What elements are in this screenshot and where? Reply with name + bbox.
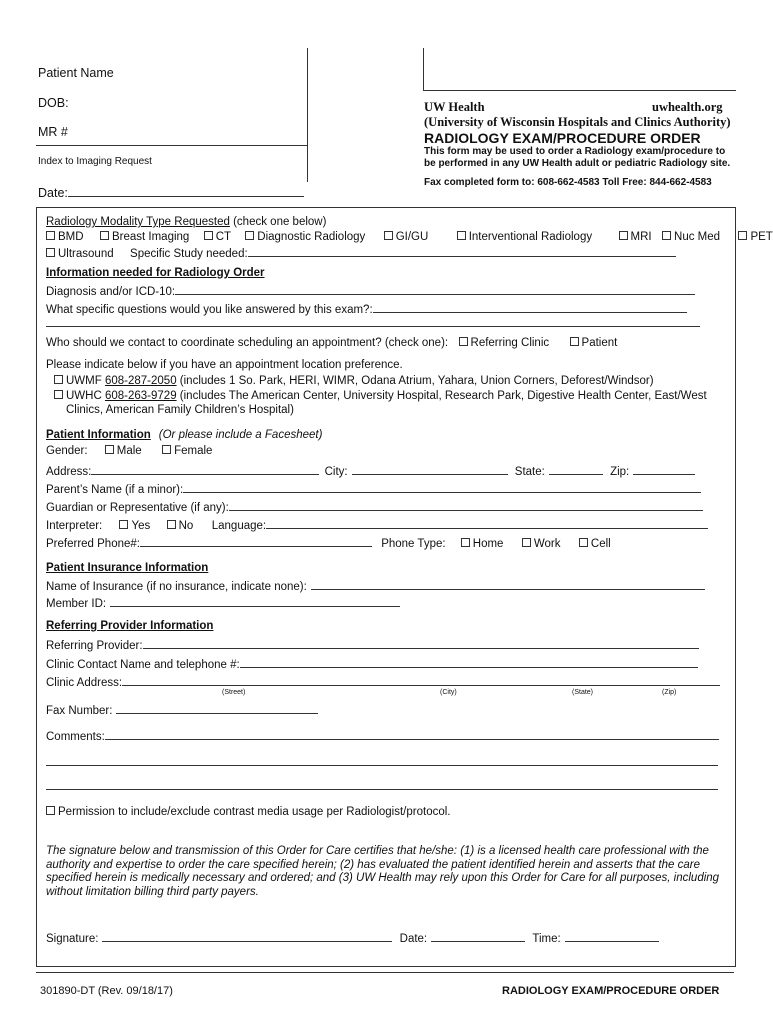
header-right-box: [423, 48, 736, 91]
modality-heading: Radiology Modality Type Requested (check one below): [46, 216, 327, 228]
clinic-address-row: Clinic Address:: [46, 674, 720, 689]
comments-line-3[interactable]: [46, 789, 718, 790]
checkbox-icon: [46, 806, 55, 815]
address-city-caption: (City): [440, 689, 457, 696]
preferred-phone-field[interactable]: [140, 535, 372, 547]
contact-referring-clinic[interactable]: Referring Clinic: [459, 337, 550, 349]
questions-row: What specific questions would you like answered by this exam?:: [46, 301, 687, 316]
comments-row: Comments:: [46, 728, 719, 743]
checkbox-icon: [162, 445, 171, 454]
uwhc-option[interactable]: UWHC 608-263-9729 (includes The American Center, University Hospital, Research Park, Digestive Health Center, East/West: [54, 390, 707, 402]
mr-divider: [36, 145, 307, 146]
modality-pet[interactable]: PET: [738, 231, 772, 243]
modality-ultrasound[interactable]: Ultrasound: [46, 248, 114, 260]
diagnosis-row: Diagnosis and/or ICD-10:: [46, 283, 695, 298]
form-note-1: This form may be used to order a Radiology exam/procedure to: [424, 146, 726, 157]
phone-type-home[interactable]: Home: [461, 538, 504, 550]
modality-diagnostic-radiology[interactable]: Diagnostic Radiology: [245, 231, 365, 243]
state-field[interactable]: [549, 463, 603, 475]
org-website[interactable]: uwhealth.org: [652, 100, 723, 114]
zip-field[interactable]: [633, 463, 695, 475]
checkbox-icon: [384, 231, 393, 240]
address-zip-caption: (Zip): [662, 689, 677, 696]
comments-field[interactable]: [105, 728, 719, 740]
checkbox-icon: [461, 538, 470, 547]
specific-study-field[interactable]: [248, 245, 676, 257]
checkbox-icon: [204, 231, 213, 240]
checkbox-icon: [119, 520, 128, 529]
interpreter-row: Interpreter: Yes No Language:: [46, 517, 708, 532]
signature-statement: The signature below and transmission of this Order for Care certifies that he/she: (1) is a licensed health care professional with the authority and expertise to order the care specified herein; (2) has evaluated the patient identified herein and asserts that the care specified herein is medically necessary and ordered; and (3) UW Health may rely upon this Order for Care for all purposes, including without limitation billing third party payers.: [46, 845, 720, 898]
guardian-row: Guardian or Representative (if any):: [46, 499, 703, 514]
checkbox-icon: [459, 337, 468, 346]
signature-field[interactable]: [102, 930, 392, 942]
org-name: UW Health: [424, 100, 485, 114]
modality-row-2: Ultrasound Specific Study needed:: [46, 245, 676, 260]
checkbox-icon: [619, 231, 628, 240]
form-note-2: be performed in any UW Health adult or pediatric Radiology site.: [424, 158, 731, 169]
checkbox-icon: [54, 375, 63, 384]
contrast-permission[interactable]: Permission to include/exclude contrast media usage per Radiologist/protocol.: [46, 806, 451, 818]
modality-nuc-med[interactable]: Nuc Med: [662, 231, 720, 243]
guardian-field[interactable]: [229, 499, 703, 511]
checkbox-icon: [100, 231, 109, 240]
city-field[interactable]: [352, 463, 508, 475]
signature-date-field[interactable]: [431, 930, 525, 942]
insurance-name-row: Name of Insurance (if no insurance, indicate none):: [46, 578, 705, 593]
questions-field[interactable]: [373, 301, 687, 313]
fax-instruction: Fax completed form to: 608-662-4583 Toll Free: 844-662-4583: [424, 177, 712, 188]
address-row: Address: City: State: Zip:: [46, 463, 695, 478]
checkbox-icon: [167, 520, 176, 529]
comments-line-2[interactable]: [46, 765, 718, 766]
checkbox-icon: [46, 248, 55, 257]
address-field[interactable]: [91, 463, 319, 475]
clinic-contact-field[interactable]: [240, 656, 698, 668]
mr-label: MR #: [38, 125, 68, 139]
fax-number-row: Fax Number:: [46, 702, 318, 717]
parent-field[interactable]: [183, 481, 701, 493]
phone-type-cell[interactable]: Cell: [579, 538, 611, 550]
checkbox-icon: [662, 231, 671, 240]
referring-provider-row: Referring Provider:: [46, 637, 699, 652]
fax-number-field[interactable]: [116, 702, 318, 714]
footer-title: RADIOLOGY EXAM/PROCEDURE ORDER: [502, 985, 720, 997]
checkbox-icon: [46, 231, 55, 240]
phone-row: Preferred Phone#: Phone Type: Home Work Cell: [46, 535, 611, 550]
diagnosis-field[interactable]: [175, 283, 695, 295]
dob-label: DOB:: [38, 96, 69, 110]
gender-female[interactable]: Female: [162, 445, 212, 457]
contact-row: Who should we contact to coordinate scheduling an appointment? (check one): Referring Clinic Patient: [46, 337, 618, 349]
uwhc-desc-cont: Clinics, American Family Children’s Hospital): [66, 404, 294, 416]
patient-name-label: Patient Name: [38, 66, 114, 80]
checkbox-icon: [457, 231, 466, 240]
language-field[interactable]: [266, 517, 708, 529]
gender-row: Gender: Male Female: [46, 445, 213, 457]
org-full-name: (University of Wisconsin Hospitals and Clinics Authority): [424, 115, 731, 129]
signature-row: Signature: Date: Time:: [46, 930, 659, 945]
questions-extra-line[interactable]: [46, 326, 700, 327]
modality-mri[interactable]: MRI: [619, 231, 652, 243]
index-label: Index to Imaging Request: [38, 156, 152, 167]
checkbox-icon: [579, 538, 588, 547]
modality-ct[interactable]: CT: [204, 231, 231, 243]
insurance-heading: Patient Insurance Information: [46, 562, 209, 574]
referring-provider-field[interactable]: [143, 637, 699, 649]
member-id-row: Member ID:: [46, 595, 400, 610]
interpreter-no[interactable]: No: [167, 520, 194, 532]
checkbox-icon: [738, 231, 747, 240]
parent-row: Parent’s Name (if a minor):: [46, 481, 701, 496]
checkbox-icon: [245, 231, 254, 240]
footer-divider: [36, 972, 734, 973]
modality-interventional-radiology[interactable]: Interventional Radiology: [457, 231, 592, 243]
clinic-address-field[interactable]: [122, 674, 720, 686]
insurance-name-field[interactable]: [311, 578, 705, 590]
clinic-contact-row: Clinic Contact Name and telephone #:: [46, 656, 698, 671]
form-id: 301890-DT (Rev. 09/18/17): [40, 985, 173, 997]
signature-time-field[interactable]: [565, 930, 659, 942]
checkbox-icon: [54, 390, 63, 399]
checkbox-icon: [522, 538, 531, 547]
contact-patient[interactable]: Patient: [570, 337, 618, 349]
phone-type-work[interactable]: Work: [522, 538, 561, 550]
uwmf-option[interactable]: UWMF 608-287-2050 (includes 1 So. Park, HERI, WIMR, Odana Atrium, Yahara, Union Corners, Deforest/Windsor): [54, 375, 654, 387]
location-pref-text: Please indicate below if you have an appointment location preference.: [46, 359, 403, 371]
form-title: RADIOLOGY EXAM/PROCEDURE ORDER: [424, 130, 701, 146]
modality-row-1: [46, 231, 773, 243]
provider-heading: Referring Provider Information: [46, 620, 214, 632]
date-label: Date:: [38, 185, 304, 200]
modality-gi-gu[interactable]: GI/GU: [384, 231, 429, 243]
modality-bmd[interactable]: BMD: [46, 231, 84, 243]
checkbox-icon: [570, 337, 579, 346]
checkbox-icon: [105, 445, 114, 454]
patient-info-heading: Patient Information (Or please include a Facesheet): [46, 429, 323, 441]
address-street-caption: (Street): [222, 689, 246, 696]
gender-male[interactable]: Male: [105, 445, 142, 457]
info-heading: Information needed for Radiology Order: [46, 267, 265, 279]
interpreter-yes[interactable]: Yes: [119, 520, 150, 532]
address-state-caption: (State): [572, 689, 594, 696]
date-field[interactable]: [68, 185, 304, 197]
patient-label-box: [307, 48, 308, 182]
member-id-field[interactable]: [110, 595, 400, 607]
modality-breast-imaging[interactable]: Breast Imaging: [100, 231, 189, 243]
